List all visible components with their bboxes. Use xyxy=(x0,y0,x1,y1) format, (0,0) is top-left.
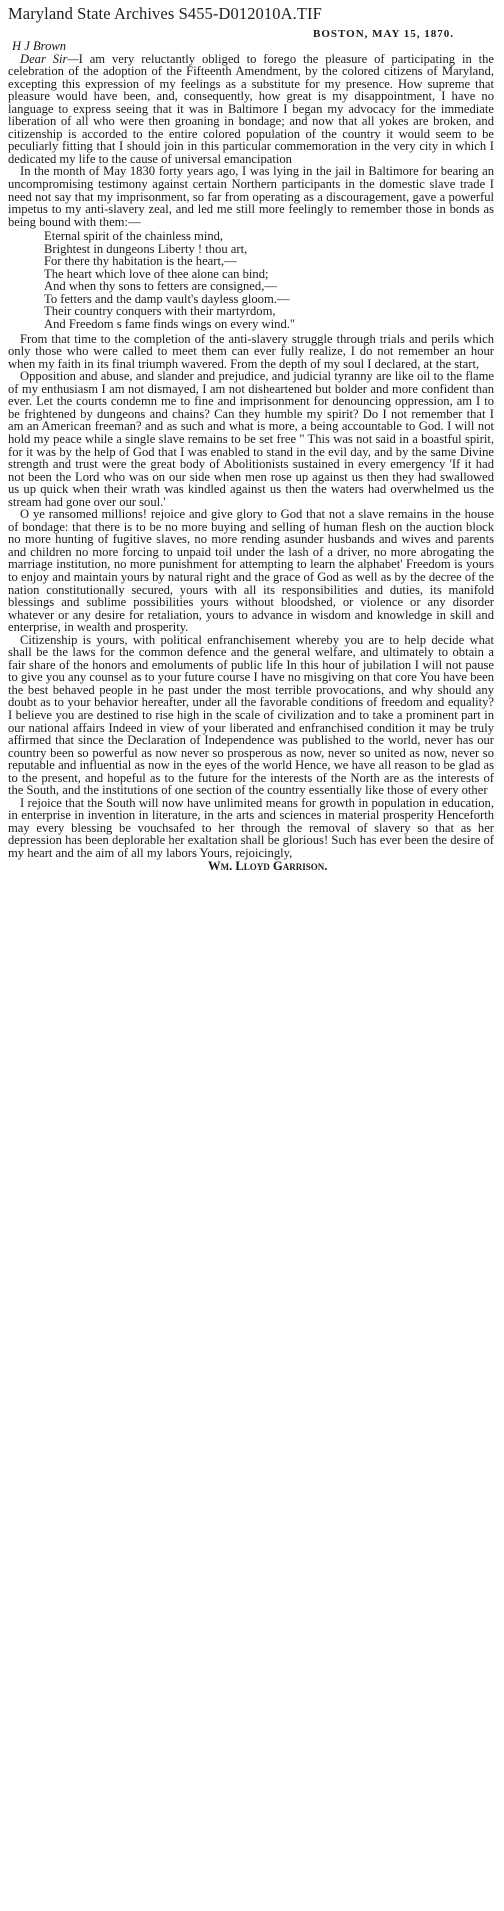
signature: Wm. Lloyd Garrison. xyxy=(208,858,328,873)
paragraph xyxy=(8,797,494,860)
addressee: H J Brown xyxy=(12,39,67,53)
poem-line: And Freedom s fame finds wings on every wind." xyxy=(44,317,296,332)
paragraph-text: I rejoice that the South will now have unlimited means for growth in population in education, in enterprise in invention in literature, in the arts and sciences in material prosperity Henceforth may every blessing be vouchsafed to her through the removal of slavery so that as her depression has been deplorable her exaltation shall be glorious! Such has ever been the desire of my heart and the aim of all my labors xyxy=(8,795,494,860)
poem-line: And when thy sons to fetters are consigned,— xyxy=(44,279,277,294)
poem-line: Their country conquers with their martyrdom, xyxy=(44,304,276,319)
paragraph-text: I am very reluctantly obliged to forego the pleasure of participating in the celebration of the adoption of the Fifteenth Amendment, by the colored citizens of Maryland, excepting this expression of my feelings as a substitute for my presence. How supreme that pleasure would have been, and, consequently, how great is my disappointment, I have no language to express seeing that it was in Baltimore I began my advocacy for the immediate liberation of all who were then groaning in bondage; and now that all yokes are broken, and citizenship is accorded to the entire colored population of the country it would seem to be peculiarly fitting that I should join in this particular commemoration in the very city in which I dedicated my life to the cause of universal emancipation xyxy=(8,51,494,166)
salutation: Dear Sir— xyxy=(20,51,79,66)
poem-line: To fetters and the damp vault's dayless gloom.— xyxy=(44,291,290,306)
letter-column xyxy=(8,40,494,872)
signature-line xyxy=(8,860,494,873)
paragraph: Citizenship is yours, with political enfranchisement whereby you are to help decide what shall be the laws for the common defence and the general welfare, and ultimately to obtain a fair share of the honors and emoluments of public life In this hour of jubilation I will not pause to give you any counsel as to your future course I have no misgiving on that core You have been the best behaved people in he past under the most terrible provocations, and why should any doubt as to your behavior hereafter, under all the favorable conditions of freedom and equality? I believe you are destined to rise high in the scale of civilization and to take a prominent part in our national affairs Indeed in view of your liberated and enfranchised condition it may be truly affirmed that since the Declaration of Independence was published to the world, never has our country been so powerful as now never so prosperous as now, never so united as now, never so reputable and influential as now in the eyes of the world Hence, we have all reason to be glad as to the present, and hopeful as to the future for the interests of the North are as the interests of the South, and the institutions of one section of the country essentially like those of every other xyxy=(8,632,494,798)
archive-header: Maryland State Archives S455-D012010A.TIF xyxy=(8,4,322,23)
paragraph: Opposition and abuse, and slander and prejudice, and judicial tyranny are like oil to the flame of my enthusiasm I am not dismayed, I am not disheartened but bolder and more confident than ever. Let the courts condemn me to fine and imprisonment for denouncing oppression, am I to be frightened by dungeons and chains? Can they humble my spirit? Do I not remember that I am an American freeman? and as such and what is more, a being accountable to God. I will not hold my peace while a single slave remains to be set free " This was not said in a boastful spirit, for it was by the help of God that I was enabled to stand in the evil day, and by the same Divine strength and trust were the great body of Abolitionists sustained in every emergency 'If it had not been the Lord who was on our side when men rose up against us then they had swallowed us up quick when their wrath was kindled against us then the waters had overwhelmed us the stream had gone over our soul.' xyxy=(8,369,494,509)
poem-line: For there thy habitation is the heart,— xyxy=(44,254,237,269)
paragraph xyxy=(8,53,494,166)
poem-line: Brightest in dungeons Liberty ! thou art, xyxy=(44,241,248,256)
poem-quote xyxy=(8,230,494,330)
closing: Yours, rejoicingly, xyxy=(199,846,293,860)
paragraph: From that time to the completion of the anti-slavery struggle through trials and perils which only those who were called to meet them can ever fully realize, I do not remember an hour when my faith in its final triumph wavered. From the depth of my soul I declared, at the start, xyxy=(8,331,494,371)
poem-line: Eternal spirit of the chainless mind, xyxy=(44,229,224,244)
paragraph: In the month of May 1830 forty years ago, I was lying in the jail in Baltimore for bearing an uncompromising testimony against certain Northern participants in the domestic slave trade I need not say that my imprisonment, so far from operating as a discouragement, gave a powerful impetus to my anti-slavery zeal, and led me still more feelingly to remember those in bonds as being bound with them:— xyxy=(8,164,494,229)
paragraph: O ye ransomed millions! rejoice and give glory to God that not a slave remains in the house of bondage: that there is to be no more buying and selling of human flesh on the auction block no more hunting of fugitive slaves, no more rending asunder husbands and wives and parents and children no more forcing to unpaid toil under the lash of a driver, no more abrogating the marriage institution, no more punishment for attempting to learn the alphabet' Freedom is yours to enjoy and maintain yours by natural right and the grace of God as well as by the decree of the nation constitutionally secured, yours with all its responsibilities and duties, its manifold blessings and sublime possibilities yours without bloodshed, or violence or any disorder whatever or any desire for retaliation, yours to advance in wisdom and knowledge in skill and enterprise, in wealth and prosperity. xyxy=(8,507,494,635)
poem-line: The heart which love of thee alone can bind; xyxy=(44,266,269,281)
dateline: BOSTON, MAY 15, 1870. xyxy=(312,28,454,40)
